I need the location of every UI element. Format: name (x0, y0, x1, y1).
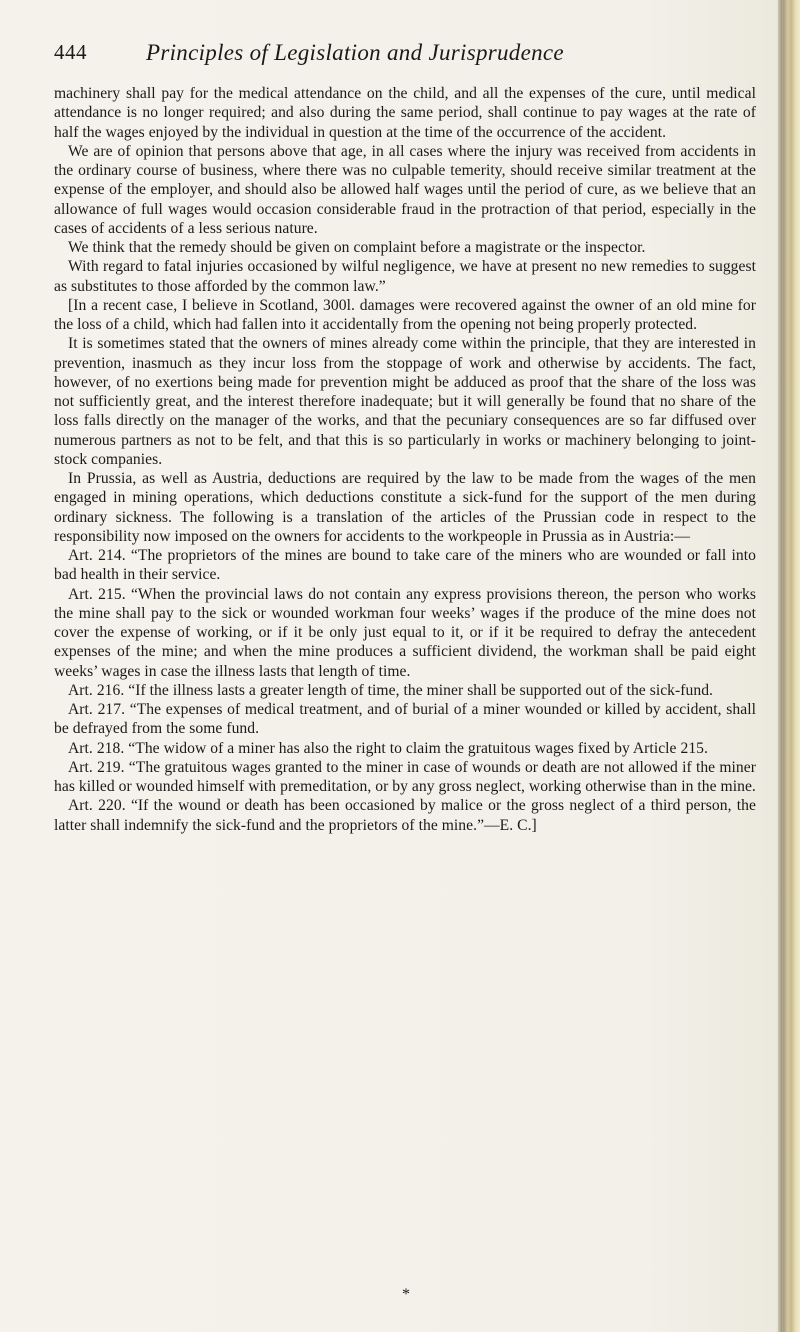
article-paragraph: Art. 214. “The proprietors of the mines are bound to take care of the miners who are wounded or fall into bad health in their service. (54, 547, 756, 584)
paragraph: It is sometimes stated that the owners of mines already come within the principle, that they are interested in prevention, inasmuch as they incur loss from the stoppage of work and otherwise by accidents. The fact, however, of no exertions being made for prevention might be adduced as proof that the share of the loss was not sufficiently great, and the interest therefore inadequate; but it will generally be found that no share of the loss falls directly on the manager of the works, and that the pecuniary consequences are so far diffused over numerous partners as not to be felt, and that this is so particularly in works or machinery belonging to joint-stock companies. (54, 335, 756, 468)
paragraph: In Prussia, as well as Austria, deductions are required by the law to be made from the wages of the men engaged in mining operations, which deductions constitute a sick-fund for the support of the men during ordinary sickness. The following is a translation of the articles of the Prussian code in respect to the responsibility now imposed on the owners for accidents to the workpeople in Prussia as in Austria:— (54, 470, 756, 545)
article-paragraph: Art. 218. “The widow of a miner has also the right to claim the gratuitous wages fixed by Article 215. (68, 739, 708, 757)
article-paragraph: Art. 219. “The gratuitous wages granted to the miner in case of wounds or death are not allowed if the miner has killed or wounded himself with premeditation, or by any gross neglect, working otherwise than in the mine. (54, 758, 756, 795)
paragraph: [In a recent case, I believe in Scotland, 300l. damages were recovered against the owner of an old mine for the loss of a child, which had fallen into it accidentally from the opening not being properly protected. (54, 296, 756, 333)
article-paragraph: Art. 215. “When the provincial laws do not contain any express provisions thereon, the person who works the mine shall pay to the sick or wounded workman four weeks’ wages if the produce of the mine does not cover the expense of working, or if it be only just equal to it, or if it be required to defray the antecedent expenses of the mine; and when the mine produces a sufficient dividend, the workman shall be paid eight weeks’ wages in case the illness lasts that length of time. (54, 585, 756, 680)
paragraph: We think that the remedy should be given on complaint before a magistrate or the inspector. (68, 239, 646, 256)
article-paragraph: Art. 220. “If the wound or death has been occasioned by malice or the gross neglect of a third person, the latter shall indemnify the sick-fund and the proprietors of the mine.”—E. C.] (54, 797, 756, 834)
page-edge-shadow (776, 0, 782, 1332)
running-title: Principles of Legislation and Jurisprudence (146, 40, 564, 65)
paragraph: We are of opinion that persons above that age, in all cases where the injury was received from accidents in the ordinary course of business, where there was no culpable temerity, should receive similar treatment at the expense of the employer, and should also be allowed half wages until the period of cure, as we believe that an allowance of full wages would occasion considerable fraud in the protraction of that period, especially in the cases of accidents of a less serious nature. (54, 142, 756, 237)
paragraph: With regard to fatal injuries occasioned by wilful negligence, we have at present no new remedies to suggest as substitutes to those afforded by the common law.” (54, 258, 756, 295)
paragraph: machinery shall pay for the medical attendance on the child, and all the expenses of the cure, until medical attendance is no longer required; and also during the same period, shall continue to pay wages at the rate of half the wages enjoyed by the individual in question at the time of the occurrence of the accident. (54, 85, 756, 141)
article-paragraph: Art. 217. “The expenses of medical treatment, and of burial of a miner wounded or killed by accident, shall be defrayed from the some fund. (54, 701, 756, 738)
page-number: 444 (54, 40, 87, 64)
signature-mark: * (402, 1286, 410, 1303)
page-header (54, 40, 754, 72)
body-text (54, 84, 756, 835)
article-paragraph: Art. 216. “If the illness lasts a greater length of time, the miner shall be supported out of the sick-fund. (68, 681, 714, 699)
